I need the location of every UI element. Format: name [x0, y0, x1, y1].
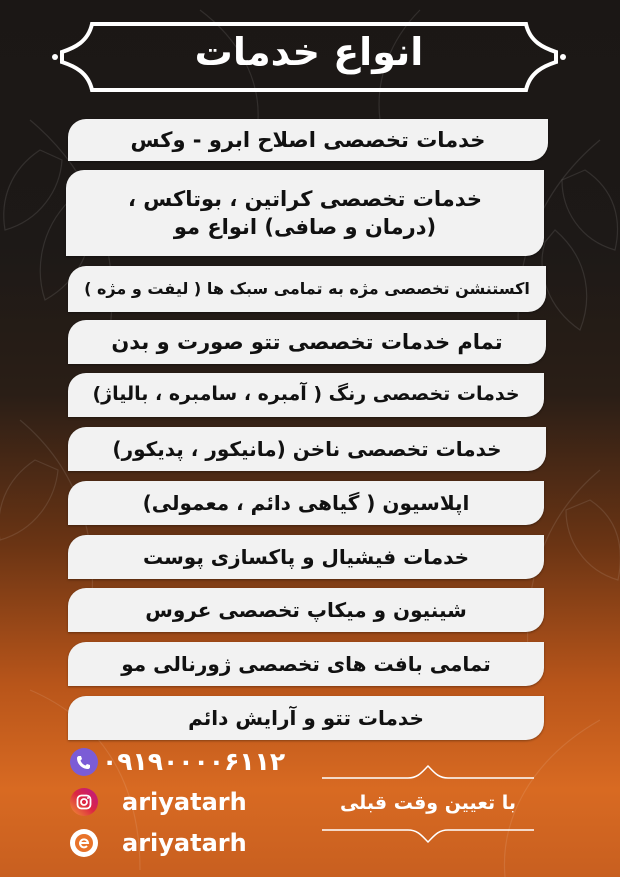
- site-handle: ariyatarh: [122, 829, 247, 857]
- service-item: [68, 588, 544, 632]
- appointment-text: با تعیین وقت قبلی: [339, 792, 517, 814]
- title-banner: [52, 14, 566, 100]
- instagram-handle: ariyatarh: [122, 788, 247, 816]
- contact-instagram[interactable]: [70, 788, 247, 816]
- phone-number: ۰۹۱۹۰۰۰۰۶۱۱۲: [102, 747, 286, 776]
- service-item: [68, 642, 544, 686]
- service-item: [68, 119, 548, 161]
- service-label: خدمات تخصصی اصلاح ابرو - وکس: [130, 127, 486, 152]
- site-icon: [70, 829, 98, 857]
- service-label: تمامی بافت های تخصصی ژورنالی مو: [121, 651, 491, 676]
- appointment-note: [318, 762, 538, 844]
- service-item: [68, 535, 544, 579]
- service-item: [68, 266, 546, 312]
- service-label: تمام خدمات تخصصی تتو صورت و بدن: [111, 329, 503, 354]
- page-title: انواع خدمات: [194, 30, 424, 74]
- service-label: خدمات تخصصی رنگ ( آمبره ، سامبره ، بالیاژ): [92, 383, 520, 406]
- contact-phone[interactable]: [70, 747, 285, 776]
- contact-site[interactable]: [70, 829, 247, 857]
- service-item: [68, 696, 544, 740]
- service-label: خدمات فیشیال و پاکسازی پوست: [142, 544, 470, 569]
- service-label: اپلاسیون ( گیاهی دائم ، معمولی): [142, 490, 470, 515]
- instagram-icon: [70, 788, 98, 816]
- service-label: خدمات تتو و آرایش دائم: [188, 705, 424, 730]
- service-label: خدمات تخصصی ناخن (مانیکور ، پدیکور): [112, 436, 502, 461]
- service-item: [68, 373, 544, 417]
- service-label: خدمات تخصصی کراتین ، بوتاکس ، (درمان و صافی) انواع مو: [128, 186, 482, 239]
- service-item: [68, 427, 546, 471]
- service-item: [68, 481, 544, 525]
- service-item: [68, 320, 546, 364]
- service-item: [66, 170, 544, 256]
- viber-icon: [70, 748, 98, 776]
- service-label: اکستنشن تخصصی مژه به تمامی سبک ها ( لیفت و مژه ): [84, 279, 530, 299]
- service-label: شینیون و میکاپ تخصصی عروس: [145, 597, 467, 622]
